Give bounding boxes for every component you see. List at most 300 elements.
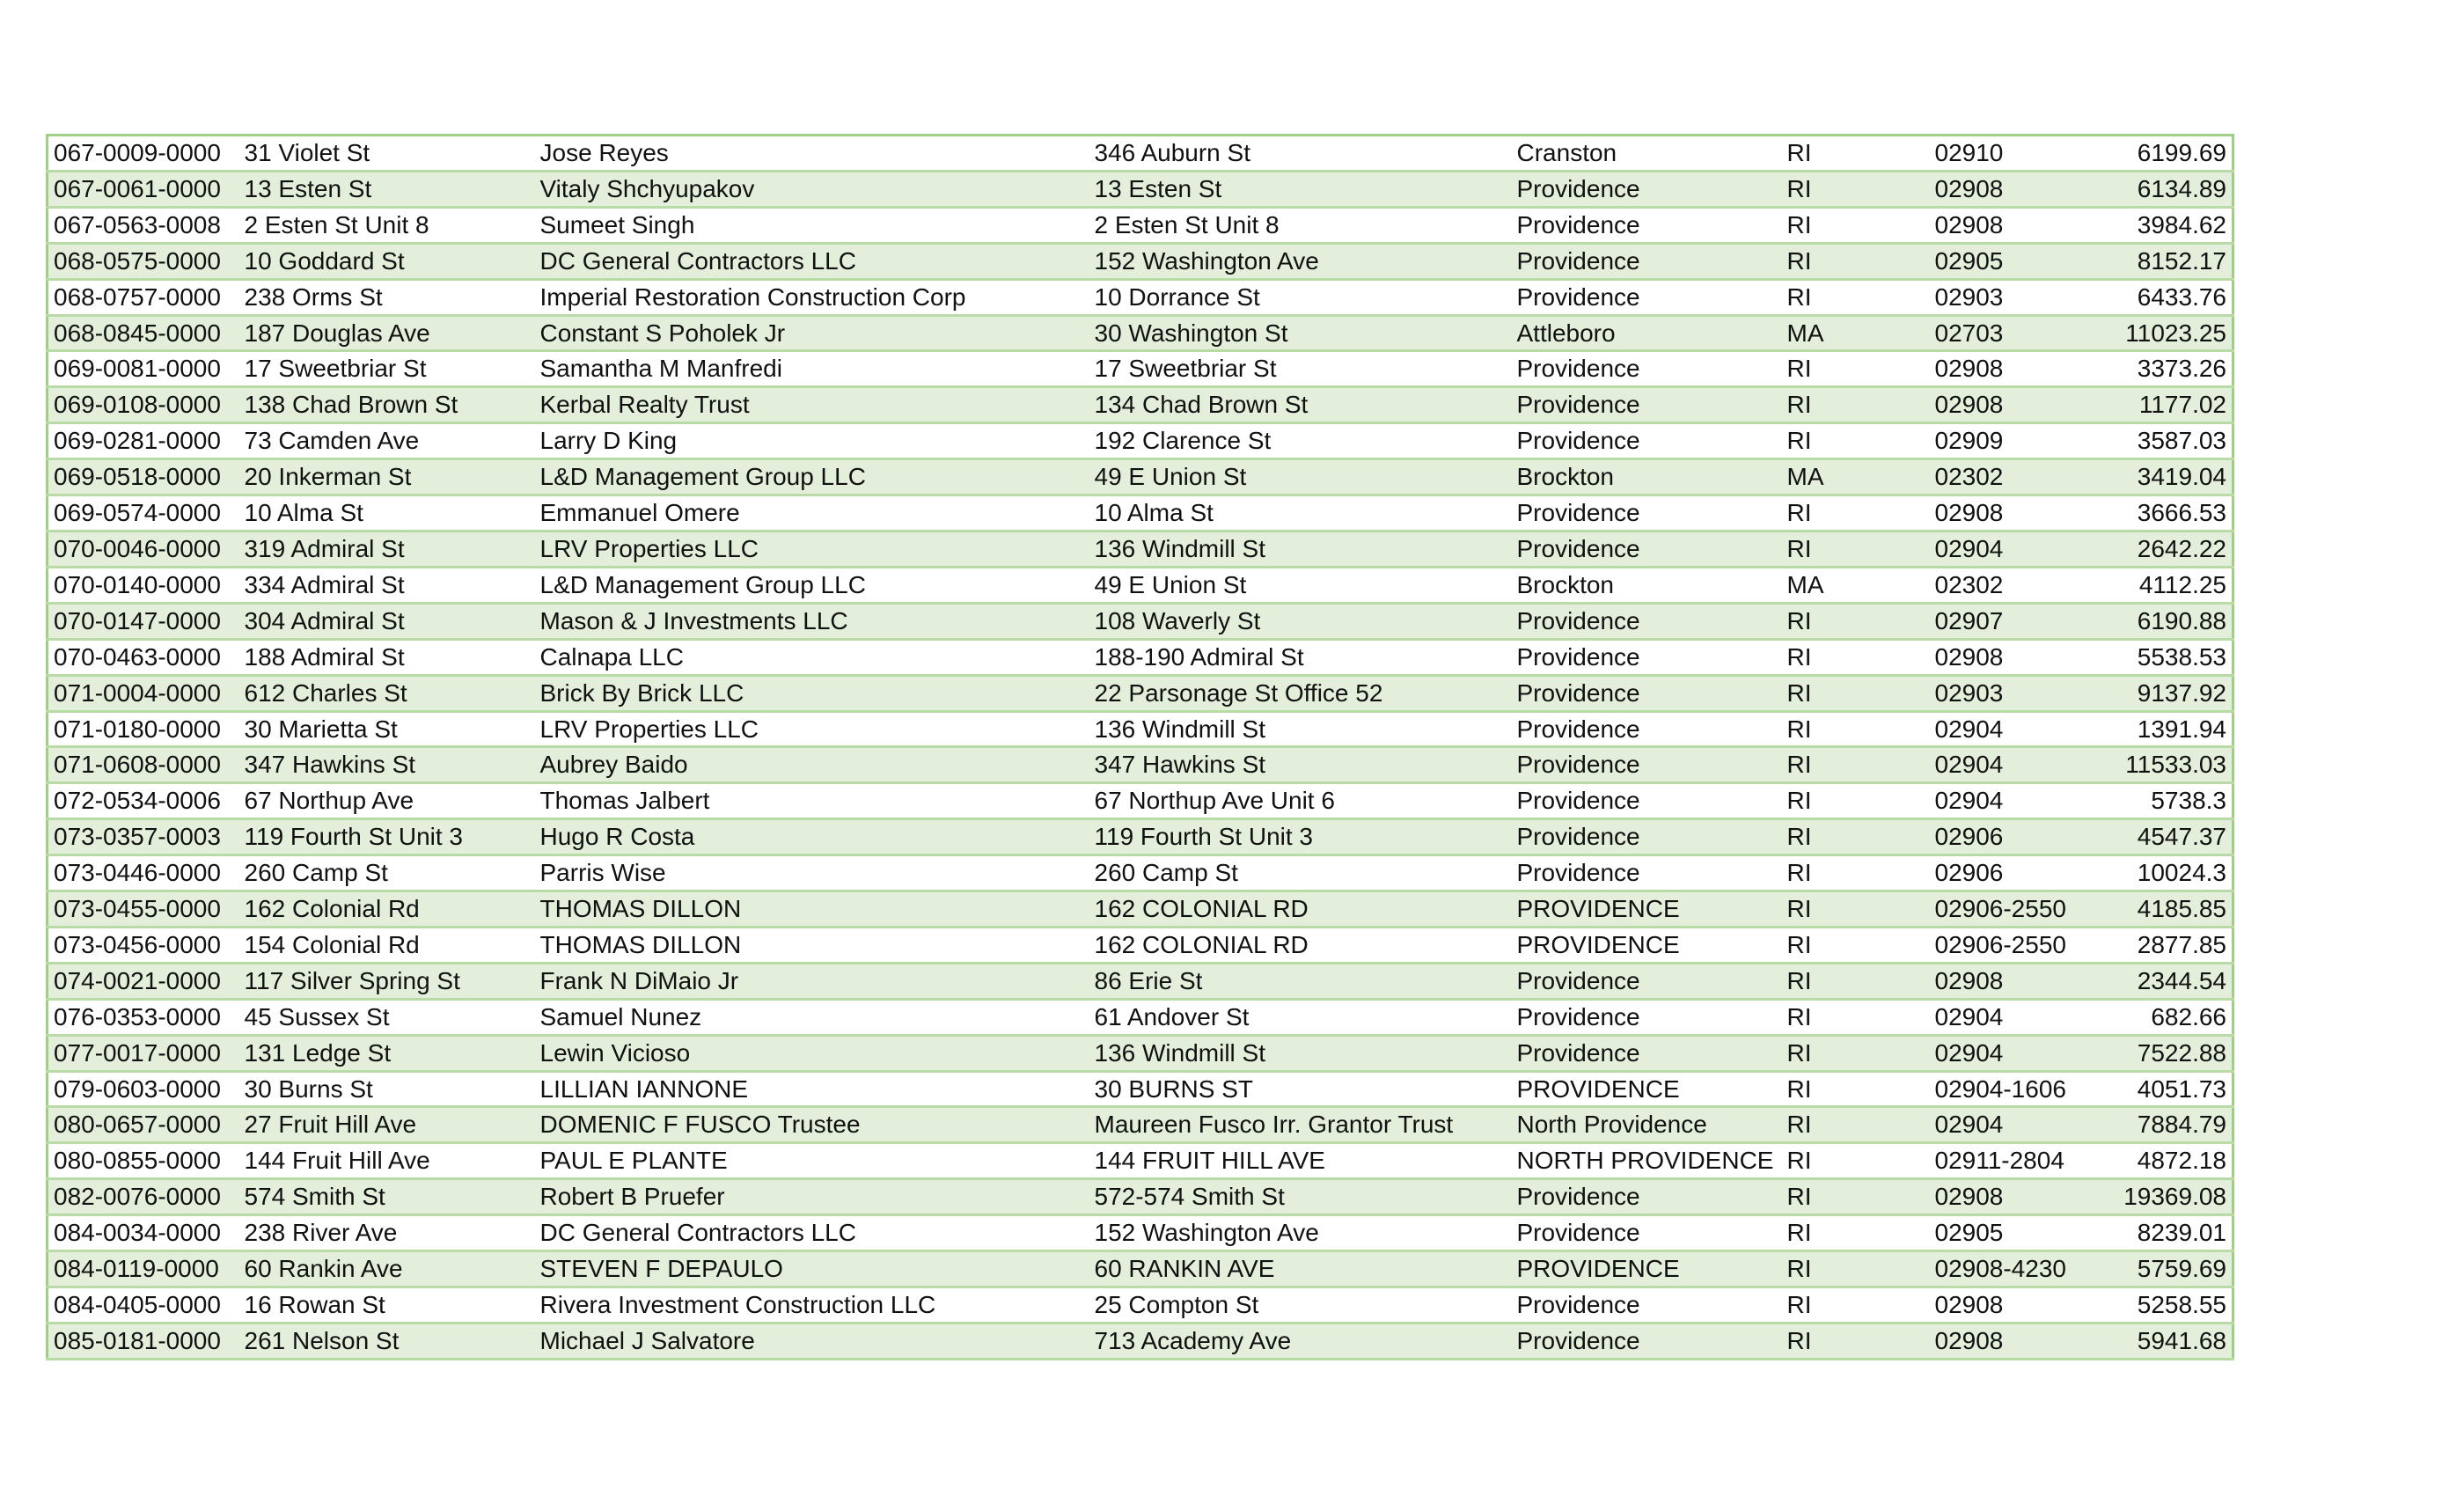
table-row	[48, 1179, 2233, 1215]
parcel-id-cell: 085-0181-0000	[48, 1323, 239, 1359]
property-address-cell: 612 Charles St	[239, 675, 535, 711]
owner-name-cell: L&D Management Group LLC	[535, 567, 1089, 603]
property-address-cell: 119 Fourth St Unit 3	[239, 819, 535, 855]
property-address-cell: 60 Rankin Ave	[239, 1251, 535, 1287]
mailing-address-cell: 144 FRUIT HILL AVE	[1089, 1143, 1512, 1179]
zip-cell: 02908	[1930, 1323, 2090, 1359]
zip-cell: 02904	[1930, 783, 2090, 819]
owner-name-cell: THOMAS DILLON	[535, 891, 1089, 928]
amount-cell: 5738.3	[2090, 783, 2233, 819]
city-cell: Providence	[1512, 243, 1782, 279]
zip-cell: 02910	[1930, 136, 2090, 172]
property-address-cell: 138 Chad Brown St	[239, 387, 535, 423]
parcel-id-cell: 080-0855-0000	[48, 1143, 239, 1179]
city-cell: Providence	[1512, 495, 1782, 532]
owner-name-cell: LILLIAN IANNONE	[535, 1071, 1089, 1107]
property-address-cell: 73 Camden Ave	[239, 423, 535, 459]
mailing-address-cell: 49 E Union St	[1089, 459, 1512, 495]
state-cell: RI	[1782, 243, 1930, 279]
city-cell: Providence	[1512, 819, 1782, 855]
property-address-cell: 10 Goddard St	[239, 243, 535, 279]
amount-cell: 2642.22	[2090, 531, 2233, 567]
table-row	[48, 207, 2233, 243]
parcel-id-cell: 070-0463-0000	[48, 639, 239, 675]
state-cell: RI	[1782, 1143, 1930, 1179]
zip-cell: 02903	[1930, 675, 2090, 711]
zip-cell: 02911-2804	[1930, 1143, 2090, 1179]
parcel-id-cell: 067-0009-0000	[48, 136, 239, 172]
amount-cell: 19369.08	[2090, 1179, 2233, 1215]
mailing-address-cell: 25 Compton St	[1089, 1287, 1512, 1324]
city-cell: Providence	[1512, 675, 1782, 711]
state-cell: RI	[1782, 819, 1930, 855]
property-address-cell: 260 Camp St	[239, 855, 535, 891]
property-address-cell: 30 Burns St	[239, 1071, 535, 1107]
city-cell: Providence	[1512, 711, 1782, 747]
property-address-cell: 2 Esten St Unit 8	[239, 207, 535, 243]
parcel-id-cell: 074-0021-0000	[48, 963, 239, 999]
city-cell: Providence	[1512, 639, 1782, 675]
property-address-cell: 347 Hawkins St	[239, 747, 535, 783]
city-cell: Brockton	[1512, 459, 1782, 495]
parcel-id-cell: 069-0281-0000	[48, 423, 239, 459]
state-cell: RI	[1782, 351, 1930, 387]
property-address-cell: 20 Inkerman St	[239, 459, 535, 495]
mailing-address-cell: Maureen Fusco Irr. Grantor Trust	[1089, 1107, 1512, 1143]
zip-cell: 02703	[1930, 315, 2090, 351]
state-cell: RI	[1782, 675, 1930, 711]
state-cell: RI	[1782, 999, 1930, 1035]
mailing-address-cell: 17 Sweetbriar St	[1089, 351, 1512, 387]
parcel-id-cell: 068-0757-0000	[48, 279, 239, 315]
amount-cell: 6190.88	[2090, 603, 2233, 639]
table-row	[48, 1071, 2233, 1107]
parcel-id-cell: 070-0046-0000	[48, 531, 239, 567]
state-cell: RI	[1782, 963, 1930, 999]
mailing-address-cell: 260 Camp St	[1089, 855, 1512, 891]
mailing-address-cell: 188-190 Admiral St	[1089, 639, 1512, 675]
table-row	[48, 963, 2233, 999]
table-row	[48, 891, 2233, 928]
mailing-address-cell: 162 COLONIAL RD	[1089, 891, 1512, 928]
owner-name-cell: Kerbal Realty Trust	[535, 387, 1089, 423]
records-table	[46, 134, 2234, 1360]
table-row	[48, 387, 2233, 423]
mailing-address-cell: 22 Parsonage St Office 52	[1089, 675, 1512, 711]
table-row	[48, 783, 2233, 819]
owner-name-cell: Emmanuel Omere	[535, 495, 1089, 532]
owner-name-cell: Constant S Poholek Jr	[535, 315, 1089, 351]
owner-name-cell: Mason & J Investments LLC	[535, 603, 1089, 639]
zip-cell: 02906-2550	[1930, 891, 2090, 928]
table-row	[48, 1215, 2233, 1251]
zip-cell: 02906	[1930, 819, 2090, 855]
owner-name-cell: L&D Management Group LLC	[535, 459, 1089, 495]
mailing-address-cell: 136 Windmill St	[1089, 711, 1512, 747]
amount-cell: 10024.3	[2090, 855, 2233, 891]
owner-name-cell: DC General Contractors LLC	[535, 1215, 1089, 1251]
zip-cell: 02908	[1930, 963, 2090, 999]
city-cell: Providence	[1512, 999, 1782, 1035]
mailing-address-cell: 10 Alma St	[1089, 495, 1512, 532]
zip-cell: 02908	[1930, 495, 2090, 532]
city-cell: Providence	[1512, 603, 1782, 639]
state-cell: RI	[1782, 1107, 1930, 1143]
parcel-id-cell: 070-0140-0000	[48, 567, 239, 603]
parcel-id-cell: 067-0563-0008	[48, 207, 239, 243]
parcel-id-cell: 077-0017-0000	[48, 1035, 239, 1071]
property-address-cell: 67 Northup Ave	[239, 783, 535, 819]
amount-cell: 6134.89	[2090, 171, 2233, 207]
city-cell: PROVIDENCE	[1512, 1251, 1782, 1287]
owner-name-cell: Hugo R Costa	[535, 819, 1089, 855]
mailing-address-cell: 152 Washington Ave	[1089, 1215, 1512, 1251]
property-address-cell: 162 Colonial Rd	[239, 891, 535, 928]
zip-cell: 02904-1606	[1930, 1071, 2090, 1107]
table-row	[48, 243, 2233, 279]
state-cell: RI	[1782, 136, 1930, 172]
parcel-id-cell: 073-0446-0000	[48, 855, 239, 891]
owner-name-cell: Imperial Restoration Construction Corp	[535, 279, 1089, 315]
table-row	[48, 315, 2233, 351]
city-cell: Providence	[1512, 783, 1782, 819]
mailing-address-cell: 136 Windmill St	[1089, 1035, 1512, 1071]
state-cell: RI	[1782, 1071, 1930, 1107]
mailing-address-cell: 30 BURNS ST	[1089, 1071, 1512, 1107]
amount-cell: 8152.17	[2090, 243, 2233, 279]
property-address-cell: 16 Rowan St	[239, 1287, 535, 1324]
property-address-cell: 238 River Ave	[239, 1215, 535, 1251]
zip-cell: 02909	[1930, 423, 2090, 459]
zip-cell: 02904	[1930, 999, 2090, 1035]
city-cell: Providence	[1512, 963, 1782, 999]
zip-cell: 02904	[1930, 1035, 2090, 1071]
mailing-address-cell: 134 Chad Brown St	[1089, 387, 1512, 423]
city-cell: Providence	[1512, 351, 1782, 387]
state-cell: RI	[1782, 639, 1930, 675]
zip-cell: 02908	[1930, 639, 2090, 675]
mailing-address-cell: 13 Esten St	[1089, 171, 1512, 207]
mailing-address-cell: 67 Northup Ave Unit 6	[1089, 783, 1512, 819]
parcel-id-cell: 076-0353-0000	[48, 999, 239, 1035]
state-cell: RI	[1782, 207, 1930, 243]
amount-cell: 6199.69	[2090, 136, 2233, 172]
amount-cell: 11023.25	[2090, 315, 2233, 351]
owner-name-cell: Robert B Pruefer	[535, 1179, 1089, 1215]
owner-name-cell: Lewin Vicioso	[535, 1035, 1089, 1071]
owner-name-cell: Aubrey Baido	[535, 747, 1089, 783]
mailing-address-cell: 60 RANKIN AVE	[1089, 1251, 1512, 1287]
table-row	[48, 855, 2233, 891]
mailing-address-cell: 162 COLONIAL RD	[1089, 927, 1512, 963]
city-cell: Providence	[1512, 1287, 1782, 1324]
parcel-id-cell: 068-0575-0000	[48, 243, 239, 279]
amount-cell: 8239.01	[2090, 1215, 2233, 1251]
state-cell: RI	[1782, 1287, 1930, 1324]
property-address-cell: 131 Ledge St	[239, 1035, 535, 1071]
city-cell: Providence	[1512, 279, 1782, 315]
state-cell: RI	[1782, 603, 1930, 639]
parcel-id-cell: 069-0518-0000	[48, 459, 239, 495]
mailing-address-cell: 152 Washington Ave	[1089, 243, 1512, 279]
parcel-id-cell: 071-0004-0000	[48, 675, 239, 711]
state-cell: RI	[1782, 711, 1930, 747]
city-cell: Cranston	[1512, 136, 1782, 172]
owner-name-cell: Samuel Nunez	[535, 999, 1089, 1035]
city-cell: Providence	[1512, 855, 1782, 891]
city-cell: Providence	[1512, 747, 1782, 783]
mailing-address-cell: 61 Andover St	[1089, 999, 1512, 1035]
parcel-id-cell: 084-0034-0000	[48, 1215, 239, 1251]
table-row	[48, 495, 2233, 532]
parcel-id-cell: 080-0657-0000	[48, 1107, 239, 1143]
parcel-id-cell: 071-0180-0000	[48, 711, 239, 747]
mailing-address-cell: 192 Clarence St	[1089, 423, 1512, 459]
property-address-cell: 30 Marietta St	[239, 711, 535, 747]
amount-cell: 2344.54	[2090, 963, 2233, 999]
mailing-address-cell: 119 Fourth St Unit 3	[1089, 819, 1512, 855]
property-address-cell: 13 Esten St	[239, 171, 535, 207]
amount-cell: 6433.76	[2090, 279, 2233, 315]
amount-cell: 5538.53	[2090, 639, 2233, 675]
state-cell: RI	[1782, 171, 1930, 207]
parcel-id-cell: 073-0456-0000	[48, 927, 239, 963]
amount-cell: 3419.04	[2090, 459, 2233, 495]
amount-cell: 7522.88	[2090, 1035, 2233, 1071]
city-cell: Providence	[1512, 1215, 1782, 1251]
table-row	[48, 136, 2233, 172]
amount-cell: 4112.25	[2090, 567, 2233, 603]
property-address-cell: 27 Fruit Hill Ave	[239, 1107, 535, 1143]
mailing-address-cell: 713 Academy Ave	[1089, 1323, 1512, 1359]
mailing-address-cell: 10 Dorrance St	[1089, 279, 1512, 315]
owner-name-cell: Rivera Investment Construction LLC	[535, 1287, 1089, 1324]
state-cell: RI	[1782, 531, 1930, 567]
amount-cell: 5941.68	[2090, 1323, 2233, 1359]
state-cell: RI	[1782, 279, 1930, 315]
state-cell: RI	[1782, 855, 1930, 891]
table-row	[48, 171, 2233, 207]
owner-name-cell: Calnapa LLC	[535, 639, 1089, 675]
table-row	[48, 999, 2233, 1035]
city-cell: Providence	[1512, 1035, 1782, 1071]
amount-cell: 1177.02	[2090, 387, 2233, 423]
owner-name-cell: STEVEN F DEPAULO	[535, 1251, 1089, 1287]
parcel-id-cell: 079-0603-0000	[48, 1071, 239, 1107]
city-cell: PROVIDENCE	[1512, 891, 1782, 928]
zip-cell: 02904	[1930, 531, 2090, 567]
zip-cell: 02906	[1930, 855, 2090, 891]
table-row	[48, 711, 2233, 747]
amount-cell: 4872.18	[2090, 1143, 2233, 1179]
zip-cell: 02908	[1930, 1179, 2090, 1215]
property-address-cell: 261 Nelson St	[239, 1323, 535, 1359]
city-cell: Brockton	[1512, 567, 1782, 603]
city-cell: Providence	[1512, 1323, 1782, 1359]
state-cell: RI	[1782, 891, 1930, 928]
state-cell: RI	[1782, 495, 1930, 532]
table-row	[48, 531, 2233, 567]
state-cell: RI	[1782, 1323, 1930, 1359]
state-cell: MA	[1782, 459, 1930, 495]
zip-cell: 02908	[1930, 207, 2090, 243]
property-address-cell: 45 Sussex St	[239, 999, 535, 1035]
owner-name-cell: Larry D King	[535, 423, 1089, 459]
mailing-address-cell: 2 Esten St Unit 8	[1089, 207, 1512, 243]
amount-cell: 9137.92	[2090, 675, 2233, 711]
city-cell: North Providence	[1512, 1107, 1782, 1143]
parcel-id-cell: 070-0147-0000	[48, 603, 239, 639]
amount-cell: 1391.94	[2090, 711, 2233, 747]
table-row	[48, 675, 2233, 711]
owner-name-cell: DOMENIC F FUSCO Trustee	[535, 1107, 1089, 1143]
parcel-id-cell: 069-0081-0000	[48, 351, 239, 387]
table-row	[48, 1323, 2233, 1359]
property-address-cell: 304 Admiral St	[239, 603, 535, 639]
amount-cell: 5258.55	[2090, 1287, 2233, 1324]
amount-cell: 5759.69	[2090, 1251, 2233, 1287]
mailing-address-cell: 136 Windmill St	[1089, 531, 1512, 567]
mailing-address-cell: 108 Waverly St	[1089, 603, 1512, 639]
amount-cell: 3373.26	[2090, 351, 2233, 387]
amount-cell: 4051.73	[2090, 1071, 2233, 1107]
zip-cell: 02905	[1930, 1215, 2090, 1251]
table-row	[48, 819, 2233, 855]
mailing-address-cell: 347 Hawkins St	[1089, 747, 1512, 783]
owner-name-cell: Parris Wise	[535, 855, 1089, 891]
zip-cell: 02908-4230	[1930, 1251, 2090, 1287]
zip-cell: 02904	[1930, 711, 2090, 747]
city-cell: Providence	[1512, 423, 1782, 459]
property-address-cell: 154 Colonial Rd	[239, 927, 535, 963]
property-address-cell: 187 Douglas Ave	[239, 315, 535, 351]
zip-cell: 02907	[1930, 603, 2090, 639]
owner-name-cell: DC General Contractors LLC	[535, 243, 1089, 279]
owner-name-cell: THOMAS DILLON	[535, 927, 1089, 963]
state-cell: RI	[1782, 1035, 1930, 1071]
amount-cell: 7884.79	[2090, 1107, 2233, 1143]
state-cell: RI	[1782, 387, 1930, 423]
amount-cell: 3984.62	[2090, 207, 2233, 243]
mailing-address-cell: 86 Erie St	[1089, 963, 1512, 999]
property-address-cell: 574 Smith St	[239, 1179, 535, 1215]
owner-name-cell: Jose Reyes	[535, 136, 1089, 172]
state-cell: RI	[1782, 1215, 1930, 1251]
owner-name-cell: Vitaly Shchyupakov	[535, 171, 1089, 207]
table-row	[48, 279, 2233, 315]
state-cell: RI	[1782, 1179, 1930, 1215]
table-row	[48, 1143, 2233, 1179]
table-row	[48, 1035, 2233, 1071]
amount-cell: 3587.03	[2090, 423, 2233, 459]
property-address-cell: 144 Fruit Hill Ave	[239, 1143, 535, 1179]
owner-name-cell: Samantha M Manfredi	[535, 351, 1089, 387]
mailing-address-cell: 30 Washington St	[1089, 315, 1512, 351]
amount-cell: 3666.53	[2090, 495, 2233, 532]
owner-name-cell: Thomas Jalbert	[535, 783, 1089, 819]
table-row	[48, 567, 2233, 603]
table-row	[48, 1251, 2233, 1287]
owner-name-cell: Brick By Brick LLC	[535, 675, 1089, 711]
mailing-address-cell: 346 Auburn St	[1089, 136, 1512, 172]
property-address-cell: 319 Admiral St	[239, 531, 535, 567]
owner-name-cell: PAUL E PLANTE	[535, 1143, 1089, 1179]
city-cell: Providence	[1512, 1179, 1782, 1215]
parcel-id-cell: 082-0076-0000	[48, 1179, 239, 1215]
table-row	[48, 603, 2233, 639]
table-row	[48, 639, 2233, 675]
owner-name-cell: Sumeet Singh	[535, 207, 1089, 243]
amount-cell: 11533.03	[2090, 747, 2233, 783]
city-cell: PROVIDENCE	[1512, 927, 1782, 963]
zip-cell: 02904	[1930, 1107, 2090, 1143]
zip-cell: 02908	[1930, 387, 2090, 423]
zip-cell: 02908	[1930, 171, 2090, 207]
zip-cell: 02908	[1930, 351, 2090, 387]
amount-cell: 4547.37	[2090, 819, 2233, 855]
owner-name-cell: LRV Properties LLC	[535, 531, 1089, 567]
parcel-id-cell: 072-0534-0006	[48, 783, 239, 819]
zip-cell: 02906-2550	[1930, 927, 2090, 963]
property-address-cell: 117 Silver Spring St	[239, 963, 535, 999]
mailing-address-cell: 572-574 Smith St	[1089, 1179, 1512, 1215]
city-cell: Providence	[1512, 531, 1782, 567]
zip-cell: 02905	[1930, 243, 2090, 279]
city-cell: Providence	[1512, 207, 1782, 243]
parcel-id-cell: 068-0845-0000	[48, 315, 239, 351]
property-address-cell: 10 Alma St	[239, 495, 535, 532]
table-row	[48, 423, 2233, 459]
table-row	[48, 1287, 2233, 1324]
parcel-id-cell: 069-0574-0000	[48, 495, 239, 532]
table-body	[48, 136, 2233, 1360]
zip-cell: 02903	[1930, 279, 2090, 315]
city-cell: Attleboro	[1512, 315, 1782, 351]
parcel-id-cell: 071-0608-0000	[48, 747, 239, 783]
parcel-id-cell: 073-0357-0003	[48, 819, 239, 855]
property-address-cell: 188 Admiral St	[239, 639, 535, 675]
table-row	[48, 459, 2233, 495]
state-cell: RI	[1782, 747, 1930, 783]
zip-cell: 02904	[1930, 747, 2090, 783]
property-address-cell: 334 Admiral St	[239, 567, 535, 603]
amount-cell: 682.66	[2090, 999, 2233, 1035]
parcel-id-cell: 073-0455-0000	[48, 891, 239, 928]
state-cell: RI	[1782, 1251, 1930, 1287]
state-cell: MA	[1782, 567, 1930, 603]
state-cell: RI	[1782, 927, 1930, 963]
owner-name-cell: Michael J Salvatore	[535, 1323, 1089, 1359]
property-address-cell: 31 Violet St	[239, 136, 535, 172]
parcel-id-cell: 084-0405-0000	[48, 1287, 239, 1324]
state-cell: RI	[1782, 423, 1930, 459]
table-row	[48, 747, 2233, 783]
state-cell: RI	[1782, 783, 1930, 819]
owner-name-cell: LRV Properties LLC	[535, 711, 1089, 747]
zip-cell: 02908	[1930, 1287, 2090, 1324]
owner-name-cell: Frank N DiMaio Jr	[535, 963, 1089, 999]
city-cell: PROVIDENCE	[1512, 1071, 1782, 1107]
zip-cell: 02302	[1930, 459, 2090, 495]
city-cell: Providence	[1512, 387, 1782, 423]
parcel-id-cell: 069-0108-0000	[48, 387, 239, 423]
property-address-cell: 17 Sweetbriar St	[239, 351, 535, 387]
city-cell: Providence	[1512, 171, 1782, 207]
parcel-id-cell: 067-0061-0000	[48, 171, 239, 207]
table-row	[48, 1107, 2233, 1143]
mailing-address-cell: 49 E Union St	[1089, 567, 1512, 603]
amount-cell: 4185.85	[2090, 891, 2233, 928]
